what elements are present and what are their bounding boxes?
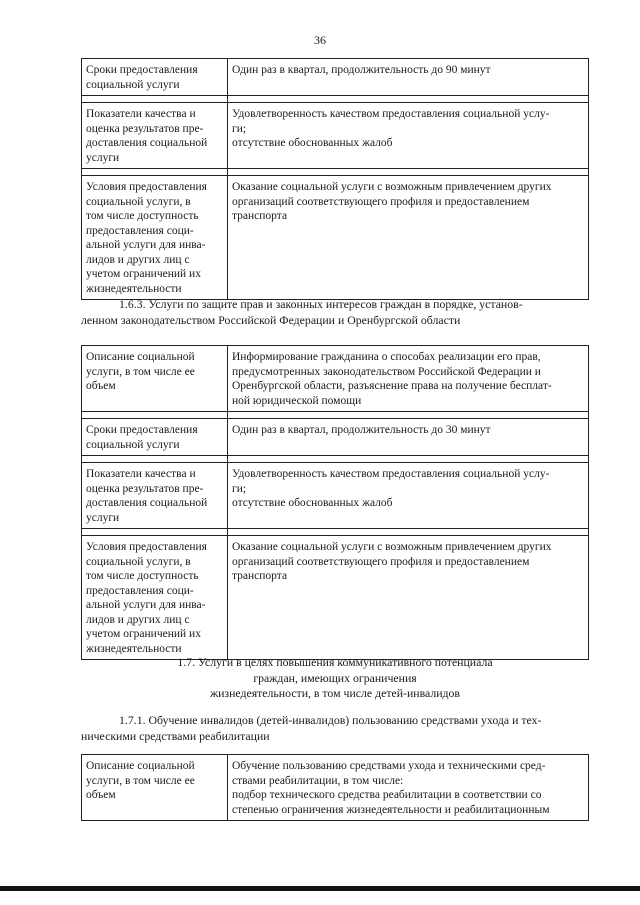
row-label-cell [82, 536, 228, 660]
text-line: транспорта [232, 570, 288, 582]
text-line: услуги [86, 151, 120, 164]
table-row [82, 463, 589, 529]
text-line: лидов и других лиц с [86, 253, 190, 266]
row-label-cell [82, 419, 228, 456]
row-value-cell [228, 755, 589, 821]
text-line: Описание социальной [86, 351, 195, 363]
row-value-cell [228, 536, 589, 660]
section-paragraph-1-6-3 [81, 297, 589, 328]
text-line: том числе доступность [86, 570, 199, 582]
text-line: организаций соответствующего профиля и предоставлением [232, 555, 530, 568]
text-line: услуги [86, 511, 120, 524]
text-line: транспорта [232, 210, 288, 222]
service-table-2 [81, 345, 589, 660]
table-row [82, 419, 589, 456]
text-line: Условия предоставления [86, 541, 207, 553]
text-line: Оказание социальной услуги с возможным привлечением других [232, 541, 552, 553]
text-line: ствами реабилитации, в том числе: [232, 774, 404, 787]
text-line: предусмотренных законодательством Российской Федерации и [232, 365, 541, 378]
text-line: услуги, в том числе ее [86, 774, 195, 787]
text-line: альной услуги для инва- [86, 599, 206, 611]
row-value-cell [228, 103, 589, 169]
text-line: учетом ограничений их [86, 268, 201, 280]
text-line: 1.7.1. Обучение инвалидов (детей-инвалидов) пользованию средствами ухода и тех- [119, 713, 542, 727]
text-line: Описание социальной [86, 760, 195, 772]
row-label-cell [82, 346, 228, 412]
text-line: альной услуги для инва- [86, 239, 206, 251]
section-paragraph-1-7-1 [81, 713, 589, 744]
text-line: ническими средствами реабилитации [81, 728, 270, 743]
text-line: Условия предоставления [86, 181, 207, 193]
text-line: степенью ограничения жизнедеятельности и реабилитационным [232, 803, 550, 816]
text-line: предоставления соци- [86, 584, 194, 597]
table-row [82, 755, 589, 821]
table-row [82, 176, 589, 300]
text-line: граждан, имеющих ограничения [253, 670, 417, 685]
table-row [82, 103, 589, 169]
text-line: объем [86, 380, 116, 392]
text-line: Сроки предоставления [86, 64, 198, 76]
text-line: социальной услуги [86, 438, 180, 451]
text-line: жизнедеятельности, в том числе детей-инвалидов [209, 686, 461, 700]
row-value-cell [228, 176, 589, 300]
text-line: лидов и других лиц с [86, 613, 190, 626]
text-line: Один раз в квартал, продолжительность до 90 минут [232, 64, 491, 76]
row-label-cell [82, 176, 228, 300]
page-number: 36 [314, 33, 326, 47]
text-line: Показатели качества и [86, 468, 196, 480]
text-line: учетом ограничений их [86, 628, 201, 640]
row-value-cell [228, 59, 589, 96]
footer-rule [0, 886, 640, 891]
row-value-cell [228, 419, 589, 456]
text-line: доставления социальной [86, 497, 208, 509]
text-line: доставления социальной [86, 137, 208, 149]
row-value-cell [228, 463, 589, 529]
row-label-cell [82, 463, 228, 529]
text-line: Обучение пользованию средствами ухода и техническими сред- [232, 760, 546, 772]
text-line: 1.6.3. Услуги по защите прав и законных интересов граждан в порядке, установ- [119, 297, 523, 311]
row-label-cell [82, 755, 228, 821]
table-row [82, 59, 589, 96]
text-line: предоставления соци- [86, 224, 194, 237]
text-line: Удовлетворенность качеством предоставления социальной услу- [232, 108, 550, 120]
text-line: Информирование гражданина о способах реализации его прав, [232, 351, 541, 363]
text-line: Показатели качества и [86, 108, 196, 120]
text-line: ги; [232, 482, 247, 495]
service-table-1 [81, 58, 589, 300]
text-line: ги; [232, 122, 247, 135]
text-line: подбор технического средства реабилитации в соответствии со [232, 789, 542, 801]
text-line: оценка результатов пре- [86, 482, 204, 495]
text-line: Сроки предоставления [86, 424, 198, 436]
text-line: социальной услуги [86, 78, 180, 91]
text-line: том числе доступность [86, 210, 199, 222]
text-line: 1.7. Услуги в целях повышения коммуникативного потенциала [177, 655, 493, 669]
text-line: организаций соответствующего профиля и предоставлением [232, 195, 530, 208]
text-line: отсутствие обоснованных жалоб [232, 137, 393, 149]
section-heading-1-7 [81, 655, 589, 702]
text-line: жизнедеятельности [86, 282, 182, 295]
row-value-cell [228, 346, 589, 412]
text-line: Оказание социальной услуги с возможным привлечением других [232, 181, 552, 193]
text-line: жизнедеятельности [86, 642, 182, 655]
row-label-cell [82, 103, 228, 169]
row-label-cell [82, 59, 228, 96]
text-line: Один раз в квартал, продолжительность до 30 минут [232, 424, 491, 436]
text-line: отсутствие обоснованных жалоб [232, 497, 393, 509]
table-row [82, 536, 589, 660]
service-table-3 [81, 754, 589, 821]
text-line: социальной услуги, в [86, 195, 191, 208]
text-line: Удовлетворенность качеством предоставления социальной услу- [232, 468, 550, 480]
text-line: Оренбургской области, разъяснение права на получение бесплат- [232, 380, 552, 392]
text-line: оценка результатов пре- [86, 122, 204, 135]
text-line: социальной услуги, в [86, 555, 191, 568]
text-line: ной юридической помощи [232, 394, 362, 407]
text-line: ленном законодательством Российской Федерации и Оренбургской области [81, 312, 461, 327]
text-line: объем [86, 789, 116, 801]
text-line: услуги, в том числе ее [86, 365, 195, 378]
table-row [82, 346, 589, 412]
